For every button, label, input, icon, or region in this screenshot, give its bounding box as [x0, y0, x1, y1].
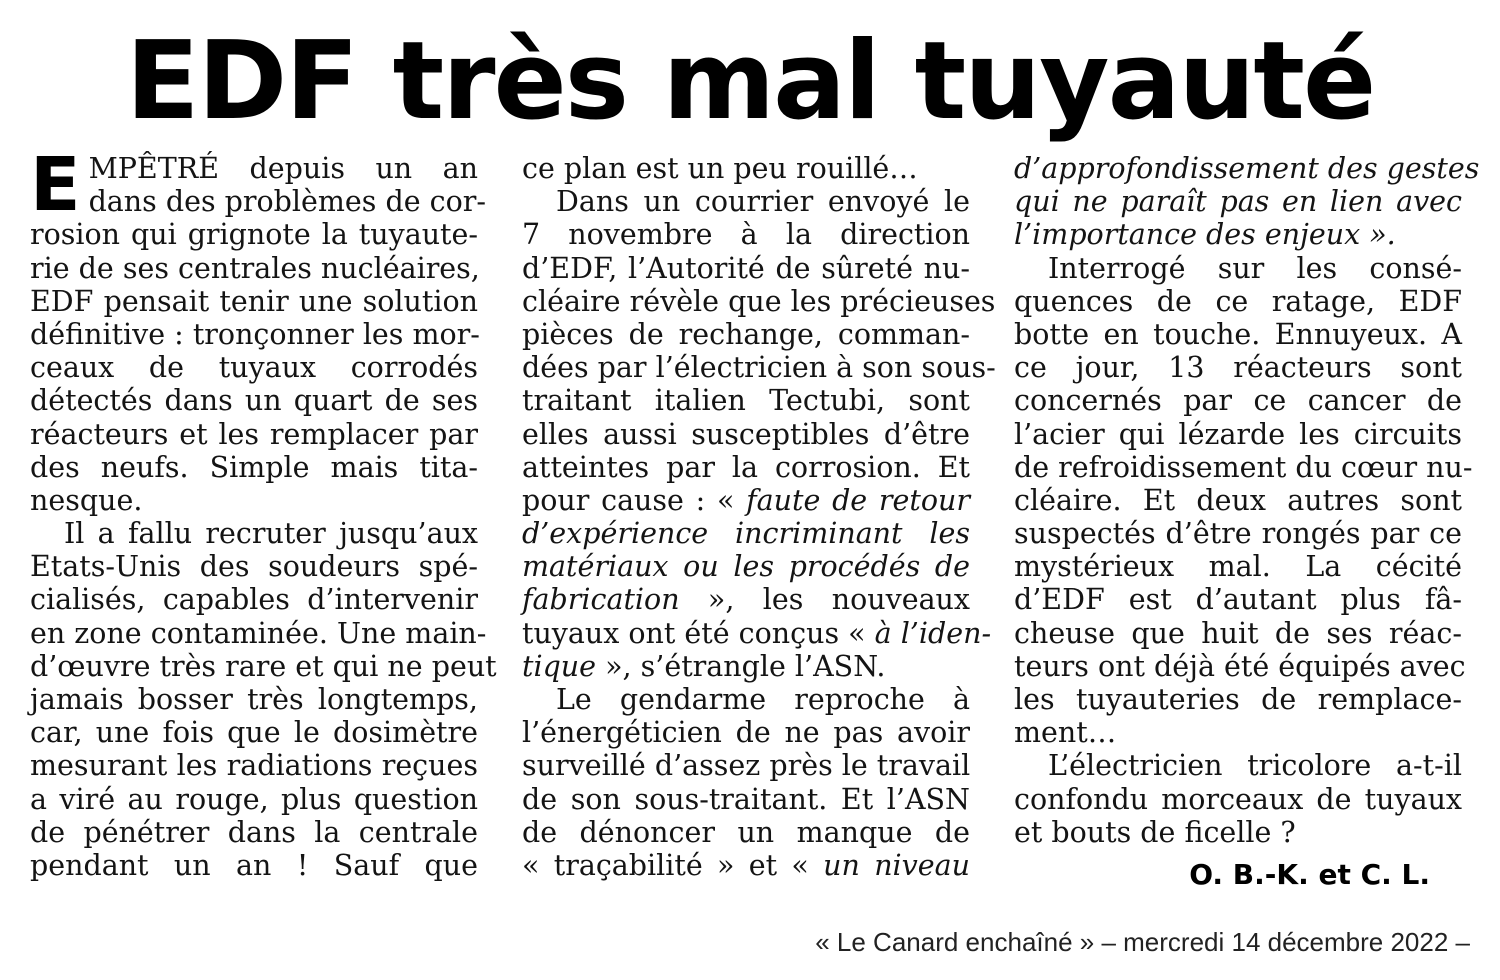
text-line: l’énergéticien de ne pas avoir: [522, 716, 970, 750]
text-line: ment…: [1014, 716, 1117, 750]
text-line: rosion qui grignote la tuyaute-: [30, 218, 478, 252]
text-line: ceaux de tuyaux corrodés: [30, 351, 478, 385]
text-line: l’acier qui lézarde les circuits: [1014, 417, 1462, 451]
text-line: traitant italien Tectubi, sont: [522, 384, 970, 418]
text-line: dées par l’électricien à son sous-: [522, 351, 996, 385]
article-headline: EDF très mal tuyauté: [125, 19, 1375, 144]
text-line: ce plan est un peu rouillé…: [522, 152, 918, 185]
text-line: et bouts de ficelle ?: [1014, 815, 1296, 849]
text-line: Interrogé sur les consé-: [1048, 251, 1462, 285]
text-line: l’importance des enjeux ».: [1014, 218, 1396, 252]
drop-cap: E: [30, 142, 81, 228]
text-line: des neufs. Simple mais tita-: [30, 450, 478, 484]
text-line: cléaire révèle que les précieuses: [522, 284, 996, 318]
text-line: pour cause : « faute de retour: [522, 483, 970, 517]
text-line: elles aussi susceptibles d’être: [522, 417, 970, 451]
text-line: mystérieux mal. La cécité: [1014, 550, 1462, 584]
article-column-3: [1014, 152, 1480, 849]
text-line: L’électricien tricolore a-t-il: [1048, 749, 1462, 783]
article-column-1: [30, 142, 497, 882]
text-line: de son sous-traitant. Et l’ASN: [522, 782, 970, 816]
text-line: nesque.: [30, 483, 143, 517]
text-line: dans des problèmes de cor-: [88, 185, 487, 219]
text-line: cheuse que huit de ses réac-: [1014, 616, 1462, 650]
text-line: en zone contaminée. Une main-: [30, 616, 487, 650]
text-line: confondu morceaux de tuyaux: [1014, 782, 1462, 816]
article-column-2: [522, 152, 996, 882]
text-line: de pénétrer dans la centrale: [30, 815, 478, 849]
text-line: définitive : tronçonner les mor-: [30, 317, 480, 351]
text-line: Le gendarme reproche à: [556, 683, 970, 716]
text-line: matériaux ou les procédés de: [522, 550, 970, 584]
source-citation: « Le Canard enchaîné » – mercredi 14 décembre 2022 –: [815, 927, 1470, 957]
text-line: mesurant les radiations reçues: [30, 749, 478, 783]
text-line: Dans un courrier envoyé le: [556, 185, 970, 219]
text-line: réacteurs et les remplacer par: [30, 417, 478, 451]
text-line: de dénoncer un manque de: [522, 815, 970, 849]
text-line: suspectés d’être rongés par ce: [1014, 517, 1462, 551]
byline: O. B.-K. et C. L.: [1189, 858, 1430, 891]
text-line: d’approfondissement des gestes: [1014, 152, 1480, 185]
text-line: qui ne paraît pas en lien avec: [1014, 185, 1462, 219]
text-line: teurs ont déjà été équipés avec: [1014, 649, 1466, 683]
text-line: botte en touche. Ennuyeux. A: [1014, 317, 1462, 351]
text-line: Etats-Unis des soudeurs spé-: [30, 550, 478, 584]
text-line: « traçabilité » et « un niveau: [522, 848, 970, 882]
text-line: car, une fois que le dosimètre: [30, 716, 478, 750]
text-line: Il a fallu recruter jusqu’aux: [64, 517, 478, 551]
text-line: d’expérience incriminant les: [522, 517, 970, 551]
text-line: a viré au rouge, plus question: [30, 782, 478, 816]
text-line: surveillé d’assez près le travail: [522, 749, 971, 783]
text-line: d’EDF, l’Autorité de sûreté nu-: [522, 251, 970, 285]
text-line: 7 novembre à la direction: [522, 218, 970, 252]
text-line: jamais bosser très longtemps,: [30, 683, 478, 716]
text-line: tuyaux ont été conçus « à l’iden-: [522, 616, 992, 650]
text-line: les tuyauteries de remplace-: [1014, 683, 1462, 716]
text-line: quences de ce ratage, EDF: [1014, 284, 1462, 318]
text-line: pendant un an ! Sauf que: [30, 848, 478, 882]
text-line: ce jour, 13 réacteurs sont: [1014, 351, 1462, 385]
text-line: EDF pensait tenir une solution: [30, 284, 478, 318]
text-line: de refroidissement du cœur nu-: [1014, 450, 1473, 484]
text-line: rie de ses centrales nucléaires,: [30, 251, 480, 285]
text-line: détectés dans un quart de ses: [30, 384, 478, 418]
text-line: d’EDF est d’autant plus fâ-: [1014, 583, 1462, 617]
text-line: cléaire. Et deux autres sont: [1014, 483, 1462, 517]
text-line: pièces de rechange, comman-: [522, 317, 970, 351]
text-line: atteintes par la corrosion. Et: [522, 450, 970, 484]
text-line: MPÊTRÉ depuis un an: [88, 152, 478, 185]
text-line: cialisés, capables d’intervenir: [30, 583, 478, 617]
text-line: concernés par ce cancer de: [1014, 384, 1462, 418]
text-line: tique », s’étrangle l’ASN.: [522, 649, 886, 683]
text-line: d’œuvre très rare et qui ne peut: [30, 649, 497, 683]
text-line: fabrication », les nouveaux: [522, 583, 970, 617]
